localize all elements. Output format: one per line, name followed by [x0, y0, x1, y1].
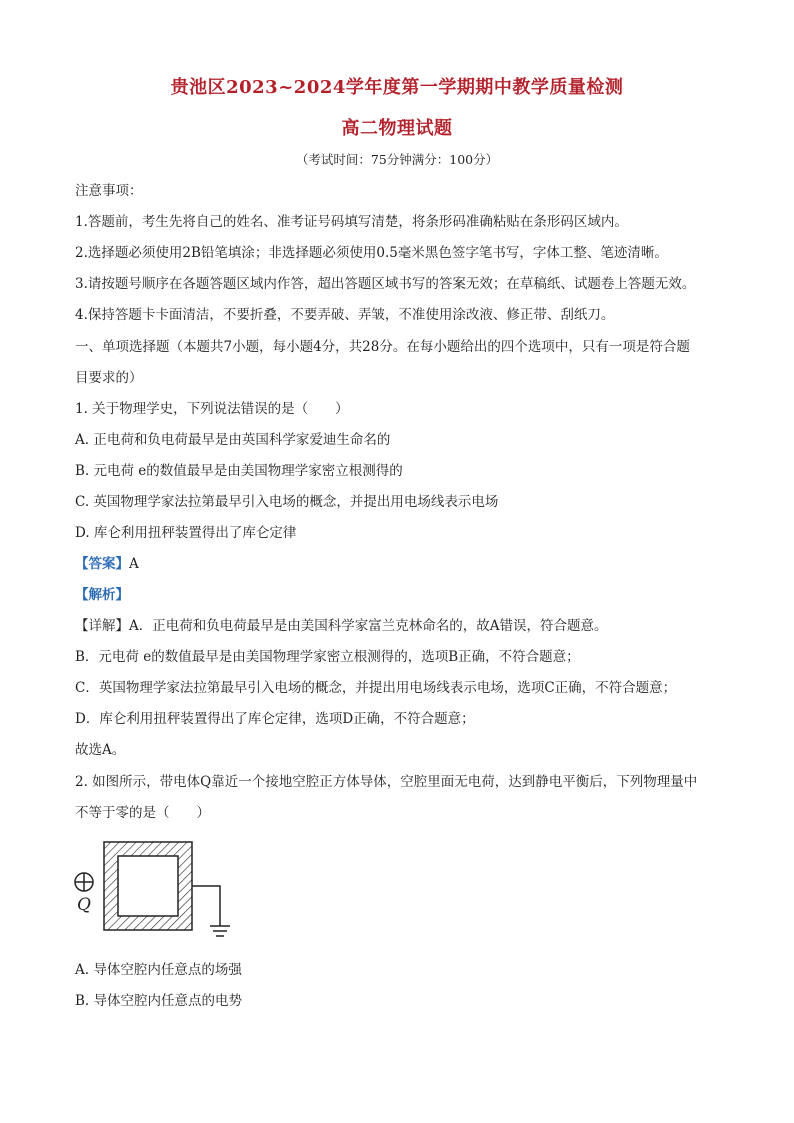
charge-label: Q	[77, 895, 91, 915]
positive-charge-icon	[75, 873, 93, 891]
exam-info: （考试时间：75分钟满分：100分）	[295, 152, 499, 167]
exam-title: 贵池区2023~2024学年度第一学期期中教学质量检测	[170, 77, 624, 98]
section-heading-cont: 目要求的）	[75, 370, 143, 386]
detail-line: 故选A。	[75, 742, 126, 758]
detail-row	[75, 617, 725, 635]
detail-text: A．正电荷和负电荷最早是由美国科学家富兰克林命名的，故A错误，符合题意。	[129, 618, 608, 634]
question-1-option-c: C. 英国物理学家法拉第最早引入电场的概念，并提出用电场线表示电场	[75, 494, 499, 510]
detail-line: B．元电荷 e的数值最早是由美国物理学家密立根测得的，选项B正确，不符合题意；	[75, 649, 580, 665]
analysis-tag: 【解析】	[75, 587, 129, 603]
answer-value: A	[129, 556, 139, 572]
notice-item: 4.保持答题卡卡面清洁，不要折叠，不要弄破、弄皱，不准使用涂改液、修正带、刮纸刀。	[75, 307, 615, 323]
question-1-stem: 1. 关于物理学史，下列说法错误的是（ ）	[75, 401, 349, 417]
notice-heading: 注意事项：	[75, 183, 143, 199]
question-2-stem-cont: 不等于零的是（ ）	[75, 805, 210, 821]
detail-line: D．库仑利用扭秤装置得出了库仑定律，选项D正确，不符合题意；	[75, 711, 475, 727]
exam-subtitle: 高二物理试题	[341, 118, 453, 139]
detail-line: C．英国物理学家法拉第最早引入电场的概念，并提出用电场线表示电场，选项C正确，不符合题意；	[75, 680, 677, 696]
question-1-option-b: B. 元电荷 e的数值最早是由美国物理学家密立根测得的	[75, 463, 403, 479]
analysis-row	[75, 586, 725, 604]
question-1-option-a: A. 正电荷和负电荷最早是由英国科学家爱迪生命名的	[75, 432, 391, 448]
notice-item: 3.请按题号顺序在各题答题区域内作答，超出答题区域书写的答案无效；在草稿纸、试题卷上答题无效。	[75, 276, 696, 292]
section-heading: 一、单项选择题（本题共7小题，每小题4分，共28分。在每小题给出的四个选项中，只有一项是符合题	[75, 339, 690, 355]
ground-symbol-icon	[210, 926, 230, 936]
question-1-option-d: D. 库仑利用扭秤装置得出了库仑定律	[75, 525, 297, 541]
notice-item: 1.答题前，考生先将自己的姓名、准考证号码填写清楚，将条形码准确粘贴在条形码区域内。	[75, 214, 628, 230]
question-2-stem: 2. 如图所示，带电体Q靠近一个接地空腔正方体导体，空腔里面无电荷，达到静电平衡后，下列物理量中	[75, 774, 698, 790]
cavity-conductor	[104, 842, 192, 930]
question-2-option-a: A. 导体空腔内任意点的场强	[75, 962, 242, 978]
notice-item: 2.选择题必须使用2B铅笔填涂；非选择题必须使用0.5毫米黑色签字笔书写，字体工整、笔迹清晰。	[75, 245, 668, 261]
answer-tag: 【答案】	[75, 556, 129, 572]
figure-svg	[72, 838, 242, 948]
detail-tag: 【详解】	[75, 618, 129, 634]
grounded-cavity-figure	[72, 838, 242, 952]
answer-row	[75, 555, 725, 573]
question-2-option-b: B. 导体空腔内任意点的电势	[75, 993, 243, 1009]
ground-wire	[192, 886, 220, 926]
